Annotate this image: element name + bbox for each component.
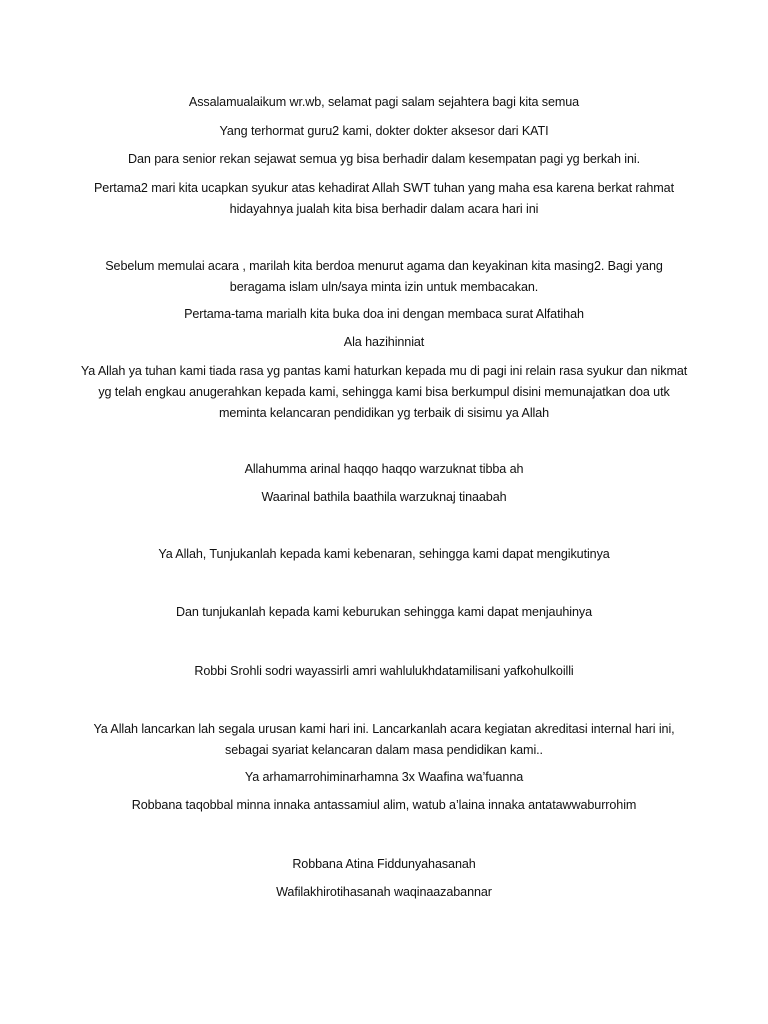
alfatihah-line: Pertama-tama marialh kita buka doa ini dengan membaca surat Alfatihah [184, 307, 584, 321]
intention-line: Ala hazihinniat [343, 335, 425, 349]
prayer-invitation-paragraph: Sebelum memulai acara , marilah kita berdoa menurut agama dan keyakinan kita masing2. Bagi yang beragama islam uln/saya minta izin untuk membacakan. [105, 259, 663, 294]
greeting-line: Assalamualaikum wr.wb, selamat pagi salam sejahtera bagi kita semua [188, 95, 580, 109]
seniors-line: Dan para senior rekan sejawat semua yg bisa berhadir dalam kesempatan pagi yg berkah ini. [128, 152, 640, 166]
gratitude-paragraph: Pertama2 mari kita ucapkan syukur atas kehadirat Allah SWT tuhan yang maha esa karena berkat rahmat hidayahnya jualah kita bisa berhadir dalam acara hari ini [94, 181, 674, 216]
ease-affairs-paragraph: Ya Allah lancarkan lah segala urusan kami hari ini. Lancarkanlah acara kegiatan akreditasi internal hari ini, sebagai syariat kelancaran dalam masa pendidikan kami.. [93, 722, 675, 757]
truth-translation-line: Ya Allah, Tunjukanlah kepada kami kebenaran, sehingga kami dapat mengikutinya [158, 547, 610, 561]
acceptance-line: Robbana taqobbal minna innaka antassamiul alim, watub a’laina innaka antatawwaburrohim [131, 798, 637, 812]
doa-truth-line: Allahumma arinal haqqo haqqo warzuknat tibba ah [244, 462, 524, 476]
robbi-srohli-line: Robbi Srohli sodri wayassirli amri wahlulukhdatamilisani yafkohulkoilli [194, 664, 574, 678]
falsehood-translation-line: Dan tunjukanlah kepada kami keburukan sehingga kami dapat menjauhinya [176, 605, 592, 619]
honorific-line: Yang terhormat guru2 kami, dokter dokter aksesor dari KATI [219, 124, 549, 138]
opening-prayer-paragraph: Ya Allah ya tuhan kami tiada rasa yg pantas kami haturkan kepada mu di pagi ini relain rasa syukur dan nikmat yg telah engkau anugerahkan kepada kami, sehingga kami bisa berkumpul disini memunajatkan doa utk meminta kelancaran pendidikan yg terbaik di sisimu ya Allah [80, 364, 688, 420]
dunya-hasanah-line: Robbana Atina Fiddunyahasanah [292, 857, 476, 871]
doa-falsehood-line: Waarinal bathila baathila warzuknaj tinaabah [261, 490, 507, 504]
akhirah-hasanah-line: Wafilakhirotihasanah waqinaazabannar [276, 885, 492, 899]
mercy-line: Ya arhamarrohiminarhamna 3x Waafina wa’fuanna [244, 770, 524, 784]
